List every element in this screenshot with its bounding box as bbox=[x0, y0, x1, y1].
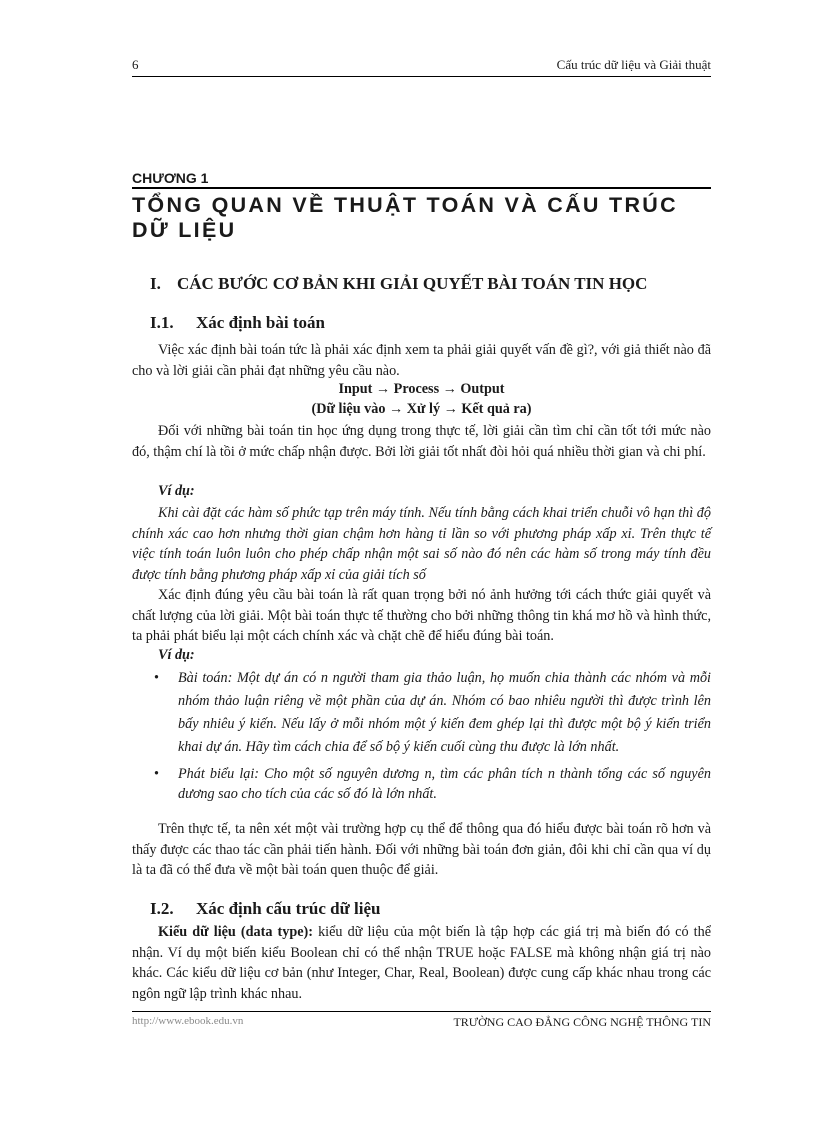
footer-url: http://www.ebook.edu.vn bbox=[132, 1015, 244, 1027]
subsection-title: Xác định bài toán bbox=[196, 313, 325, 332]
page-number: 6 bbox=[132, 57, 139, 72]
example-label: Ví dụ: bbox=[158, 647, 195, 663]
example-bullet-list bbox=[132, 667, 711, 804]
subsection-title: Xác định cấu trúc dữ liệu bbox=[196, 899, 381, 918]
paragraph-practical-solutions: Đối với những bài toán tin học ứng dụng trong thực tế, lời giải cần tìm chỉ cần tốt tới mức nào đó, thậm chí là tồi ở mức chấp nhận được. Bởi lời giải tốt nhất đòi hỏi quá nhiều thời gian và chi phí. bbox=[132, 423, 711, 460]
section-title: CÁC BƯỚC CƠ BẢN KHI GIẢI QUYẾT BÀI TOÁN TIN HỌC bbox=[177, 274, 648, 293]
formula-input-output: Input → Process → Output bbox=[338, 381, 505, 397]
subsection-number: I.2. bbox=[150, 899, 174, 918]
list-item bbox=[132, 764, 711, 804]
formula-vietnamese: (Dữ liệu vào → Xử lý → Kết quả ra) bbox=[311, 401, 532, 417]
bullet-text: Bài toán: Một dự án có n người tham gia thảo luận, họ muốn chia thành các nhóm và mỗi nhóm thảo luận riêng về một phần của dự án. Nhóm có bao nhiêu người thì được trình lên bấy nhiêu ý kiến. Nếu lấy ở mỗi nhóm một ý kiến đem ghép lại thì được một bộ ý kiến triển khai dự án. Hãy tìm cách chia để số bộ ý kiến cuối cùng thu được là lớn nhất. bbox=[178, 670, 711, 755]
term-data-type: Kiểu dữ liệu (data type): bbox=[158, 924, 313, 940]
example-approximation: Khi cài đặt các hàm số phức tạp trên máy tính. Nếu tính bằng cách khai triển chuỗi vô hạn thì độ chính xác cao hơn nhưng thời gian chậm hơn hàng tỉ lần so với phương pháp xấp xỉ. Trên thực tế việc tính toán luôn luôn cho phép chấp nhận một sai số nào đó nên các hàm số trong máy tính đều được tính bằng phương pháp xấp xỉ của giải tích số bbox=[132, 505, 711, 583]
page-header bbox=[132, 57, 711, 79]
subsection-heading-1-1 bbox=[150, 313, 325, 333]
chapter-title: TỔNG QUAN VỀ THUẬT TOÁN VÀ CẤU TRÚC DỮ LIỆU bbox=[132, 193, 678, 242]
running-title: Cấu trúc dữ liệu và Giải thuật bbox=[556, 57, 711, 72]
subsection-number: I.1. bbox=[150, 313, 174, 332]
subsection-heading-1-2 bbox=[150, 899, 380, 919]
example-label: Ví dụ: bbox=[158, 483, 195, 499]
paragraph-problem-definition: Việc xác định bài toán tức là phải xác định xem ta phải giải quyết vấn đề gì?, với giả thiết nào đã cho và lời giải cần phải đạt những yêu cầu nào. bbox=[132, 342, 711, 379]
section-heading bbox=[150, 274, 647, 294]
page-footer bbox=[132, 1011, 711, 1041]
paragraph-concrete-cases: Trên thực tế, ta nên xét một vài trường hợp cụ thể để thông qua đó hiểu được bài toán rõ hơn và thấy được các thao tác cần phải tiến hành. Đối với những bài toán đơn giản, đôi khi chỉ cần qua ví dụ là ta đã có thể đưa về một bài toán quen thuộc để giải. bbox=[132, 821, 711, 878]
list-item bbox=[132, 667, 711, 759]
footer-school: TRƯỜNG CAO ĐẲNG CÔNG NGHỆ THÔNG TIN bbox=[453, 1015, 711, 1029]
data-type-definition: kiểu dữ liệu của một biến là tập hợp các giá trị mà biến đó có thể nhận. Ví dụ một biến kiểu Boolean chỉ có thể nhận TRUE hoặc FALSE mà không nhận giá trị nào khác. Các kiểu dữ liệu cơ bản (như Integer, Char, Real, Boolean) được cung cấp khác nhau trong các ngôn ngữ lập trình khác nhau. bbox=[132, 924, 712, 1002]
bullet-text: Phát biểu lại: Cho một số nguyên dương n, tìm các phân tích n thành tổng các số nguyên dương sao cho tích của các số đó là lớn nhất. bbox=[178, 766, 711, 802]
bullet-icon: • bbox=[154, 670, 159, 686]
footer-rule bbox=[132, 1011, 711, 1012]
chapter-rule bbox=[132, 187, 711, 189]
paragraph-data-type bbox=[132, 922, 711, 1004]
section-number: I. bbox=[150, 274, 161, 293]
header-rule bbox=[132, 76, 711, 77]
chapter-label: CHƯƠNG 1 bbox=[132, 170, 209, 186]
paragraph-requirements: Xác định đúng yêu cầu bài toán là rất quan trọng bởi nó ảnh hưởng tới cách thức giải quyết và chất lượng của lời giải. Một bài toán thực tế thường cho bởi những thông tin khá mơ hồ và hình thức, ta phải phát biểu lại một cách chính xác và chặt chẽ để hiểu đúng bài toán. bbox=[132, 587, 711, 644]
bullet-icon: • bbox=[154, 766, 159, 782]
